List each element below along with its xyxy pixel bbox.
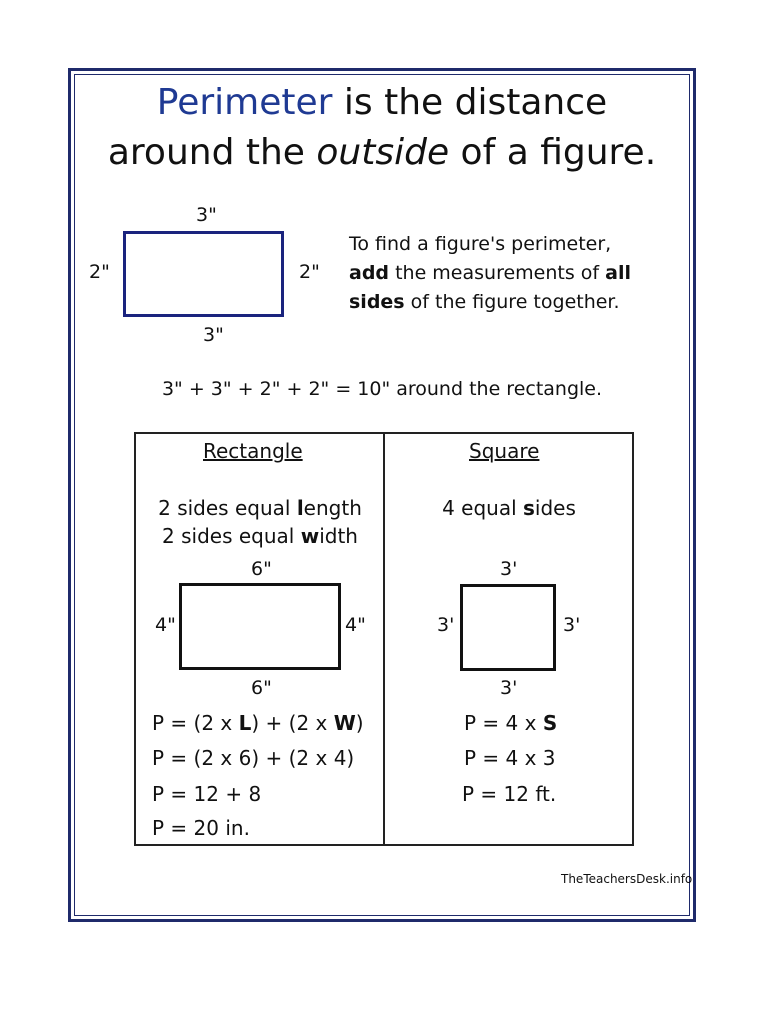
instructions-all: all <box>605 262 631 284</box>
rectangle-shape <box>179 583 341 670</box>
title-italic-outside: outside <box>316 132 450 173</box>
example-rectangle <box>123 231 284 317</box>
rectangle-desc-2-b: idth <box>319 524 358 548</box>
instructions <box>349 230 631 317</box>
title-highlight: Perimeter <box>156 82 333 123</box>
rectangle-top-label: 6" <box>251 558 272 580</box>
rectangle-right-label: 4" <box>345 614 366 636</box>
rectangle-formula-2: P = (2 x 6) + (2 x 4) <box>152 746 355 770</box>
square-heading: Square <box>469 439 540 463</box>
square-description <box>385 494 633 522</box>
square-desc-a: 4 equal <box>442 496 524 520</box>
instructions-line-3 <box>349 288 631 317</box>
rectangle-heading: Rectangle <box>203 439 303 463</box>
example-top-label: 3" <box>196 204 217 226</box>
instructions-line-3-rest: of the figure together. <box>404 291 620 313</box>
rectangle-formula-1-b: ) + (2 x <box>251 711 334 735</box>
square-right-label: 3' <box>563 614 581 636</box>
instructions-line-1: To find a figure's perimeter, <box>349 233 612 255</box>
site-credit: TheTeachersDesk.info <box>561 872 693 886</box>
square-bottom-label: 3' <box>500 677 518 699</box>
example-equation: 3" + 3" + 2" + 2" = 10" around the rectangle. <box>161 378 603 400</box>
rectangle-desc-1-a: 2 sides equal <box>158 496 297 520</box>
rectangle-formula-1-c: ) <box>355 711 364 735</box>
square-desc-bold: s <box>523 496 535 520</box>
title-line-1-rest: is the distance <box>332 82 608 123</box>
instructions-line-2-mid: the measurements of <box>389 262 606 284</box>
rectangle-desc-line-1 <box>136 494 384 522</box>
instructions-add: add <box>349 262 390 284</box>
square-shape <box>460 584 556 671</box>
rectangle-formula-1 <box>152 711 364 735</box>
square-top-label: 3' <box>500 558 518 580</box>
square-formula-2: P = 4 x 3 <box>464 746 556 770</box>
title-line-2-a: around the <box>107 132 317 173</box>
title-line-1 <box>74 78 690 128</box>
instructions-line-2 <box>349 259 631 288</box>
instructions-sides: sides <box>349 291 405 313</box>
rectangle-bottom-label: 6" <box>251 677 272 699</box>
title-line-2-b: of a figure. <box>449 132 657 173</box>
rectangle-formula-W: W <box>333 711 356 735</box>
rectangle-desc-2-a: 2 sides equal <box>162 524 301 548</box>
example-right-label: 2" <box>299 261 320 283</box>
rectangle-desc-1-b: ength <box>303 496 362 520</box>
square-desc-b: ides <box>534 496 576 520</box>
rectangle-formula-4: P = 20 in. <box>152 816 250 840</box>
rectangle-formula-L: L <box>238 711 252 735</box>
rectangle-desc-line-2 <box>136 522 384 550</box>
rectangle-formula-3: P = 12 + 8 <box>152 782 262 806</box>
rectangle-desc-2-bold: w <box>300 524 320 548</box>
rectangle-left-label: 4" <box>155 614 176 636</box>
rectangle-desc-1-bold: l <box>296 496 304 520</box>
rectangle-formula-1-a: P = (2 x <box>152 711 239 735</box>
title-line-2 <box>74 128 690 178</box>
square-formula-S: S <box>542 711 558 735</box>
rectangle-description <box>136 494 384 550</box>
square-formula-1-a: P = 4 x <box>464 711 543 735</box>
square-formula-3: P = 12 ft. <box>462 782 557 806</box>
example-bottom-label: 3" <box>203 324 224 346</box>
example-left-label: 2" <box>89 261 110 283</box>
square-formula-1 <box>464 711 557 735</box>
square-left-label: 3' <box>437 614 455 636</box>
